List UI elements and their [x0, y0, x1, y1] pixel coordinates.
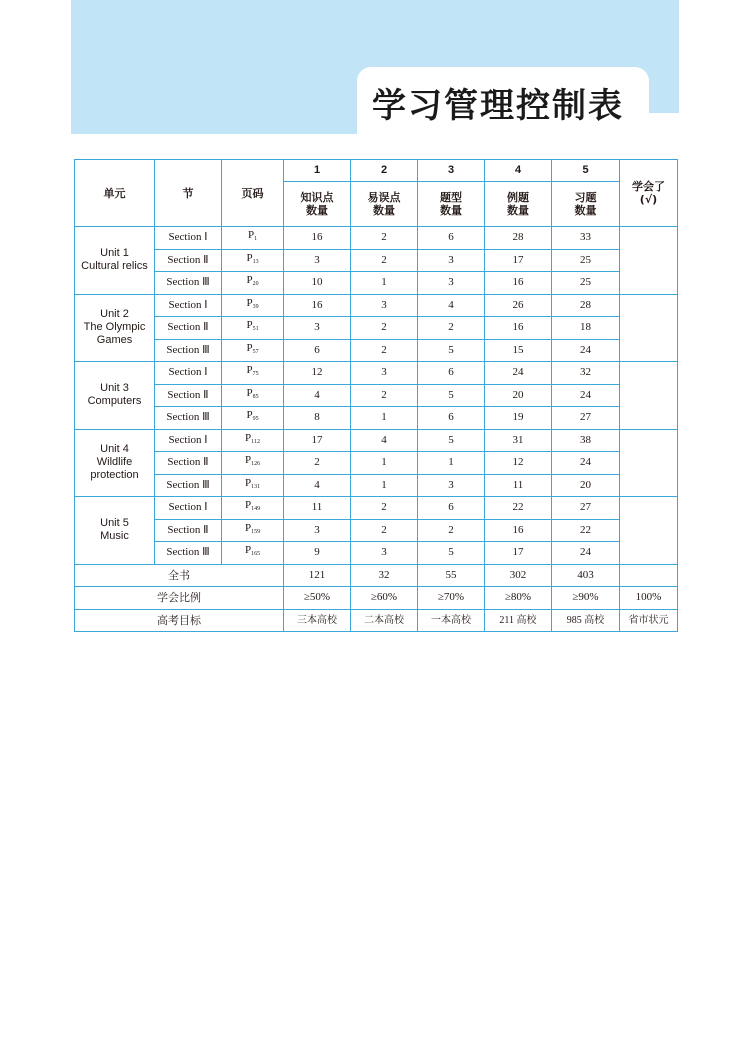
page-cell — [222, 339, 284, 362]
value-cell: 3 — [284, 249, 351, 272]
total-empty — [620, 564, 678, 587]
ratio-value: ≥60% — [351, 587, 418, 610]
header-col-label — [552, 182, 620, 227]
study-control-table — [74, 159, 678, 632]
total-row — [75, 564, 678, 587]
section-cell: Section Ⅱ — [155, 519, 222, 542]
page-prefix: P — [246, 296, 253, 309]
header-col-label-2: 数量 — [373, 204, 395, 217]
header-col-num: 5 — [552, 160, 620, 182]
unit-name-cont: protection — [90, 469, 139, 482]
value-cell: 2 — [351, 497, 418, 520]
page-cell — [222, 519, 284, 542]
value-cell: 32 — [552, 362, 620, 385]
value-cell: 28 — [485, 227, 552, 250]
value-cell: 22 — [485, 497, 552, 520]
value-cell: 6 — [418, 227, 485, 250]
learned-check-cell[interactable] — [620, 294, 678, 362]
value-cell: 25 — [552, 272, 620, 295]
goal-value: 985 高校 — [552, 609, 620, 632]
value-cell: 6 — [284, 339, 351, 362]
value-cell: 2 — [351, 384, 418, 407]
goal-label: 高考目标 — [75, 609, 284, 632]
value-cell: 16 — [284, 227, 351, 250]
section-cell: Section Ⅱ — [155, 384, 222, 407]
ratio-value: ≥80% — [485, 587, 552, 610]
header-col-label-1: 例题 — [507, 191, 529, 204]
unit-name: The Olympic — [83, 321, 146, 334]
ratio-value: ≥70% — [418, 587, 485, 610]
table-row — [75, 384, 678, 407]
page-number: 57 — [252, 348, 259, 355]
value-cell: 12 — [284, 362, 351, 385]
value-cell: 2 — [351, 519, 418, 542]
header-learned-label: 学会了 — [632, 180, 665, 193]
unit-cell — [75, 362, 155, 430]
page-cell — [222, 429, 284, 452]
value-cell: 2 — [351, 227, 418, 250]
header-learned — [620, 160, 678, 227]
value-cell: 5 — [418, 429, 485, 452]
section-cell: Section Ⅲ — [155, 272, 222, 295]
value-cell: 24 — [485, 362, 552, 385]
value-cell: 27 — [552, 497, 620, 520]
value-cell: 8 — [284, 407, 351, 430]
value-cell: 6 — [418, 362, 485, 385]
ratio-value: ≥50% — [284, 587, 351, 610]
header-col-num: 2 — [351, 160, 418, 182]
value-cell: 26 — [485, 294, 552, 317]
section-cell: Section Ⅰ — [155, 294, 222, 317]
page-prefix: P — [244, 521, 252, 534]
unit-name: Cultural relics — [81, 260, 148, 273]
page-prefix: P — [244, 476, 252, 489]
page-number: 1 — [254, 236, 258, 243]
page-number: 165 — [251, 551, 261, 558]
section-cell: Section Ⅲ — [155, 542, 222, 565]
page-number: 131 — [251, 483, 261, 490]
unit-title: Unit 1 — [100, 247, 129, 260]
value-cell: 38 — [552, 429, 620, 452]
value-cell: 16 — [485, 317, 552, 340]
header-page: 页码 — [222, 160, 284, 227]
value-cell: 18 — [552, 317, 620, 340]
value-cell: 5 — [418, 339, 485, 362]
value-cell: 9 — [284, 542, 351, 565]
unit-name: Music — [100, 530, 129, 543]
value-cell: 3 — [418, 272, 485, 295]
value-cell: 3 — [418, 474, 485, 497]
table-row — [75, 429, 678, 452]
value-cell: 2 — [418, 317, 485, 340]
page-prefix: P — [246, 409, 253, 422]
learned-check-cell[interactable] — [620, 227, 678, 295]
page-cell — [222, 272, 284, 295]
header-col-label-1: 习题 — [574, 191, 597, 204]
total-value: 55 — [418, 564, 485, 587]
value-cell: 17 — [485, 249, 552, 272]
table-row — [75, 519, 678, 542]
page-number: 85 — [252, 393, 259, 400]
page-prefix: P — [246, 274, 253, 287]
value-cell: 3 — [284, 317, 351, 340]
value-cell: 2 — [351, 249, 418, 272]
page-number: 13 — [252, 258, 259, 265]
page-prefix: P — [244, 544, 252, 557]
value-cell: 10 — [284, 272, 351, 295]
banner-corner — [648, 113, 679, 134]
header-col-label — [485, 182, 552, 227]
table-row — [75, 474, 678, 497]
header-learned-check: (√) — [639, 193, 658, 206]
ratio-label: 学会比例 — [75, 587, 284, 610]
page-cell — [222, 407, 284, 430]
page-prefix: P — [246, 251, 253, 264]
value-cell: 5 — [418, 384, 485, 407]
value-cell: 4 — [351, 429, 418, 452]
table-row — [75, 249, 678, 272]
header-col-label — [284, 182, 351, 227]
header-col-label — [351, 182, 418, 227]
learned-check-cell[interactable] — [620, 429, 678, 497]
unit-title: Unit 4 — [100, 443, 129, 456]
value-cell: 2 — [351, 339, 418, 362]
header-col-label-1: 易误点 — [367, 191, 401, 204]
value-cell: 24 — [552, 339, 620, 362]
goal-value: 211 高校 — [485, 609, 552, 632]
value-cell: 3 — [351, 542, 418, 565]
section-cell: Section Ⅲ — [155, 339, 222, 362]
page-cell — [222, 227, 284, 250]
page-cell — [222, 317, 284, 340]
value-cell: 3 — [418, 249, 485, 272]
page-cell — [222, 362, 284, 385]
page-title: 学习管理控制表 — [372, 86, 624, 126]
page-number: 75 — [252, 371, 259, 378]
value-cell: 31 — [485, 429, 552, 452]
value-cell: 24 — [552, 542, 620, 565]
value-cell: 6 — [418, 497, 485, 520]
value-cell: 24 — [552, 384, 620, 407]
ratio-value: 100% — [620, 587, 678, 610]
page-cell — [222, 452, 284, 475]
value-cell: 2 — [418, 519, 485, 542]
page-prefix: P — [246, 386, 253, 399]
value-cell: 19 — [485, 407, 552, 430]
total-value: 302 — [485, 564, 552, 587]
header-col-num: 4 — [485, 160, 552, 182]
unit-name: Wildlife — [96, 456, 133, 469]
total-value: 121 — [284, 564, 351, 587]
page-number: 149 — [251, 506, 261, 513]
page-prefix: P — [246, 364, 253, 377]
page-number: 159 — [251, 528, 261, 535]
value-cell: 28 — [552, 294, 620, 317]
value-cell: 1 — [351, 407, 418, 430]
value-cell: 4 — [418, 294, 485, 317]
table-row — [75, 339, 678, 362]
page-number: 95 — [252, 416, 259, 423]
value-cell: 16 — [485, 519, 552, 542]
table-row — [75, 317, 678, 340]
section-cell: Section Ⅰ — [155, 362, 222, 385]
header-col-label-2: 数量 — [440, 204, 462, 217]
page-prefix: P — [244, 499, 252, 512]
unit-cell — [75, 497, 155, 565]
table-row — [75, 497, 678, 520]
value-cell: 12 — [485, 452, 552, 475]
header-col-num: 3 — [418, 160, 485, 182]
page-number: 126 — [251, 461, 261, 468]
total-value: 32 — [351, 564, 418, 587]
header-col-label-1: 知识点 — [300, 191, 334, 204]
unit-title: Unit 5 — [100, 517, 129, 530]
page-number: 20 — [252, 281, 259, 288]
page-cell — [222, 497, 284, 520]
section-cell: Section Ⅱ — [155, 452, 222, 475]
section-cell: Section Ⅲ — [155, 474, 222, 497]
value-cell: 4 — [284, 474, 351, 497]
header-col-label — [418, 182, 485, 227]
unit-name-cont: Games — [96, 334, 133, 347]
header-col-label-2: 数量 — [306, 204, 328, 217]
value-cell: 11 — [284, 497, 351, 520]
total-value: 403 — [552, 564, 620, 587]
page-number: 112 — [251, 438, 260, 445]
unit-cell — [75, 227, 155, 295]
value-cell: 3 — [351, 294, 418, 317]
unit-title: Unit 2 — [100, 308, 129, 321]
header-col-label-2: 数量 — [507, 204, 529, 217]
page-prefix: P — [246, 341, 253, 354]
value-cell: 3 — [351, 362, 418, 385]
goal-value: 二本高校 — [351, 609, 418, 632]
value-cell: 24 — [552, 452, 620, 475]
section-cell: Section Ⅰ — [155, 497, 222, 520]
page-prefix: P — [244, 454, 252, 467]
value-cell: 20 — [552, 474, 620, 497]
page-cell — [222, 384, 284, 407]
value-cell: 33 — [552, 227, 620, 250]
value-cell: 25 — [552, 249, 620, 272]
table-row — [75, 294, 678, 317]
value-cell: 16 — [485, 272, 552, 295]
value-cell: 4 — [284, 384, 351, 407]
table-row — [75, 362, 678, 385]
table-row — [75, 227, 678, 250]
page-cell — [222, 249, 284, 272]
table-row — [75, 542, 678, 565]
value-cell: 15 — [485, 339, 552, 362]
section-cell: Section Ⅲ — [155, 407, 222, 430]
value-cell: 17 — [485, 542, 552, 565]
unit-cell — [75, 429, 155, 497]
page-number: 39 — [252, 303, 259, 310]
value-cell: 11 — [485, 474, 552, 497]
page-prefix: P — [246, 319, 253, 332]
header-unit: 单元 — [75, 160, 155, 227]
table-row — [75, 407, 678, 430]
header-col-label-2: 数量 — [574, 204, 597, 217]
unit-name: Computers — [87, 395, 142, 408]
page-prefix: P — [247, 229, 255, 242]
goal-value: 三本高校 — [284, 609, 351, 632]
header-section: 节 — [155, 160, 222, 227]
page-cell — [222, 542, 284, 565]
value-cell: 6 — [418, 407, 485, 430]
page-cell — [222, 474, 284, 497]
page-prefix: P — [245, 431, 252, 444]
header-col-num: 1 — [284, 160, 351, 182]
learned-check-cell[interactable] — [620, 362, 678, 430]
ratio-row — [75, 587, 678, 610]
section-cell: Section Ⅰ — [155, 429, 222, 452]
value-cell: 20 — [485, 384, 552, 407]
value-cell: 1 — [418, 452, 485, 475]
goal-value: 一本高校 — [418, 609, 485, 632]
value-cell: 5 — [418, 542, 485, 565]
value-cell: 1 — [351, 452, 418, 475]
value-cell: 27 — [552, 407, 620, 430]
value-cell: 1 — [351, 474, 418, 497]
section-cell: Section Ⅱ — [155, 249, 222, 272]
value-cell: 2 — [351, 317, 418, 340]
unit-cell — [75, 294, 155, 362]
value-cell: 2 — [284, 452, 351, 475]
header-col-label-1: 题型 — [440, 191, 462, 204]
goal-row — [75, 609, 678, 632]
page-number: 51 — [252, 326, 259, 333]
total-label: 全书 — [75, 564, 284, 587]
ratio-value: ≥90% — [552, 587, 620, 610]
value-cell: 3 — [284, 519, 351, 542]
value-cell: 1 — [351, 272, 418, 295]
section-cell: Section Ⅰ — [155, 227, 222, 250]
page-cell — [222, 294, 284, 317]
value-cell: 16 — [284, 294, 351, 317]
section-cell: Section Ⅱ — [155, 317, 222, 340]
goal-value: 省市状元 — [620, 609, 678, 632]
value-cell: 17 — [284, 429, 351, 452]
value-cell: 22 — [552, 519, 620, 542]
table-row — [75, 452, 678, 475]
table-row — [75, 272, 678, 295]
unit-title: Unit 3 — [100, 382, 129, 395]
learned-check-cell[interactable] — [620, 497, 678, 565]
